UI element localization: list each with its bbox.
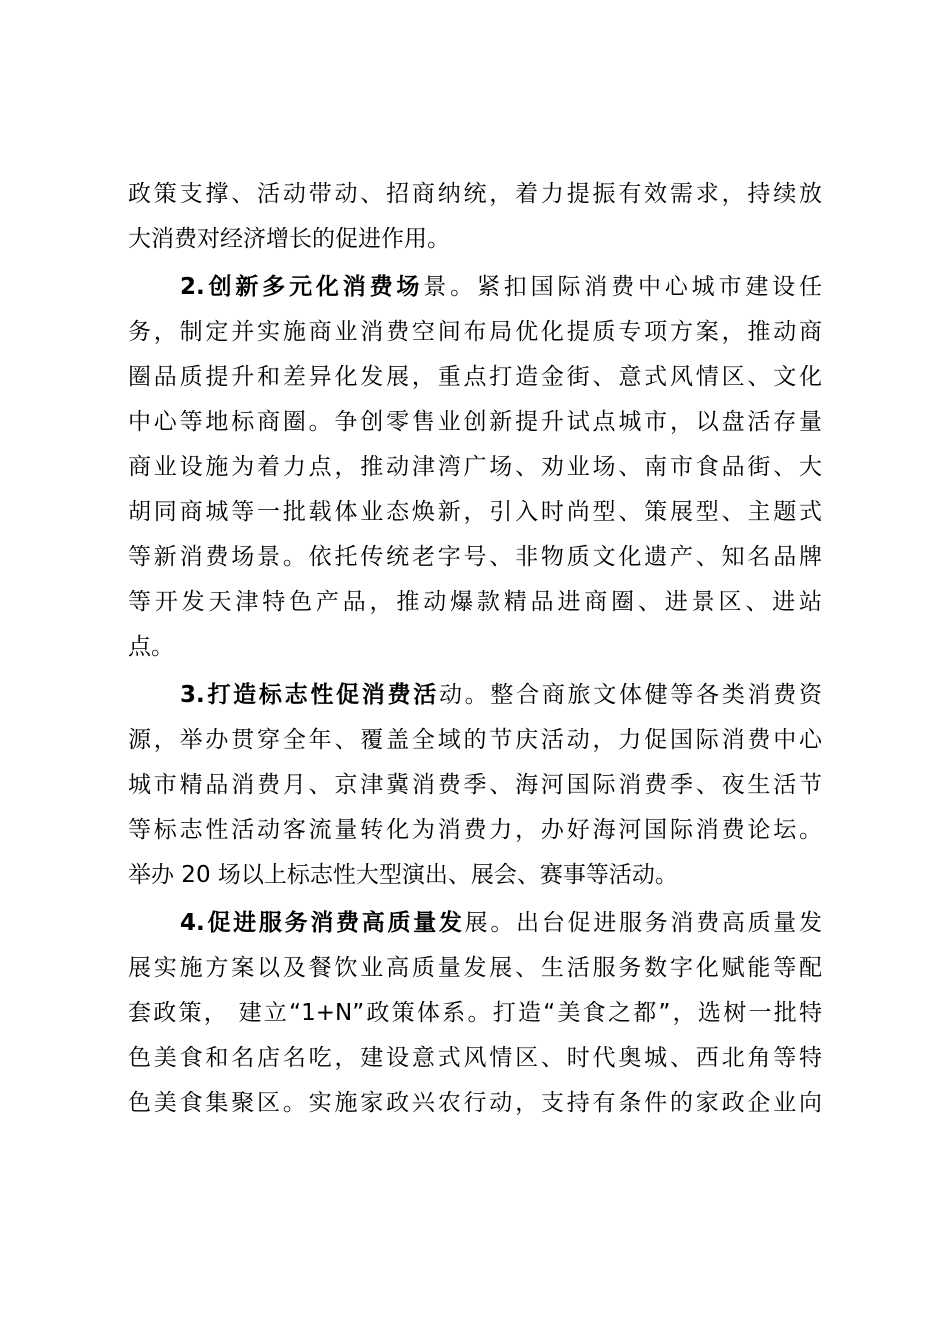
section-4-first-line bbox=[128, 901, 822, 946]
text-line: 展实施方案以及餐饮业高质量发展、生活服务数字化赋能等配 bbox=[128, 955, 822, 981]
text-line: 源，举办贯穿全年、覆盖全域的节庆活动，力促国际消费中心 bbox=[128, 727, 822, 753]
section-3-heading: 3.打造标志性促消费活 bbox=[180, 682, 439, 708]
text-line: 圈品质提升和差异化发展，重点打造金街、意式风情区、文化 bbox=[128, 364, 822, 390]
text-line: 等标志性活动客流量转化为消费力，办好海河国际消费论坛。 bbox=[128, 817, 822, 843]
text-line: 点。 bbox=[128, 634, 174, 660]
text-line: 大消费对经济增长的促进作用。 bbox=[128, 226, 450, 252]
section-2-heading: 2.创新多元化消费场 bbox=[180, 274, 424, 300]
text-line: 城市精品消费月、京津冀消费季、海河国际消费季、夜生活节 bbox=[128, 772, 822, 798]
text-line: 等开发天津特色产品，推动爆款精品进商圈、进景区、进站 bbox=[128, 589, 822, 615]
intro-paragraph bbox=[128, 172, 822, 262]
text-line: 务，制定并实施商业消费空间布局优化提质专项方案，推动商 bbox=[128, 319, 822, 345]
text-line: 胡同商城等一批载体业态焕新，引入时尚型、策展型、主题式 bbox=[128, 499, 822, 525]
text-line: 中心等地标商圈。争创零售业创新提升试点城市，以盘活存量 bbox=[128, 409, 822, 435]
text-line: 色美食和名店名吃，建设意式风情区、时代奥城、西北角等特 bbox=[128, 1045, 822, 1071]
text-line: 色美食集聚区。实施家政兴农行动，支持有条件的家政企业向 bbox=[128, 1090, 822, 1116]
section-2-first-line bbox=[128, 265, 822, 310]
section-4-heading: 4.促进服务消费高质量发 bbox=[180, 910, 465, 936]
section-3-paragraph bbox=[128, 673, 822, 898]
section-3-first-line bbox=[128, 673, 822, 718]
text-run: 展。出台促进服务消费高质量发 bbox=[464, 910, 822, 936]
text-line: 等新消费场景。依托传统老字号、非物质文化遗产、知名品牌 bbox=[128, 544, 822, 570]
text-run: 景。紧扣国际消费中心城市建设任 bbox=[423, 274, 822, 300]
section-4-paragraph bbox=[128, 901, 822, 1126]
section-2-paragraph bbox=[128, 265, 822, 670]
text-line: 政策支撑、活动带动、招商纳统，着力提振有效需求，持续放 bbox=[128, 181, 822, 207]
text-line: 举办 20 场以上标志性大型演出、展会、赛事等活动。 bbox=[128, 862, 678, 888]
text-line: 商业设施为着力点，推动津湾广场、劝业场、南市食品街、大 bbox=[128, 454, 822, 480]
text-run: 动。整合商旅文体健等各类消费资 bbox=[438, 682, 822, 708]
text-line: 套政策， 建立“1+N”政策体系。打造“美食之都”，选树一批特 bbox=[128, 1000, 822, 1026]
document-page bbox=[128, 172, 822, 1126]
